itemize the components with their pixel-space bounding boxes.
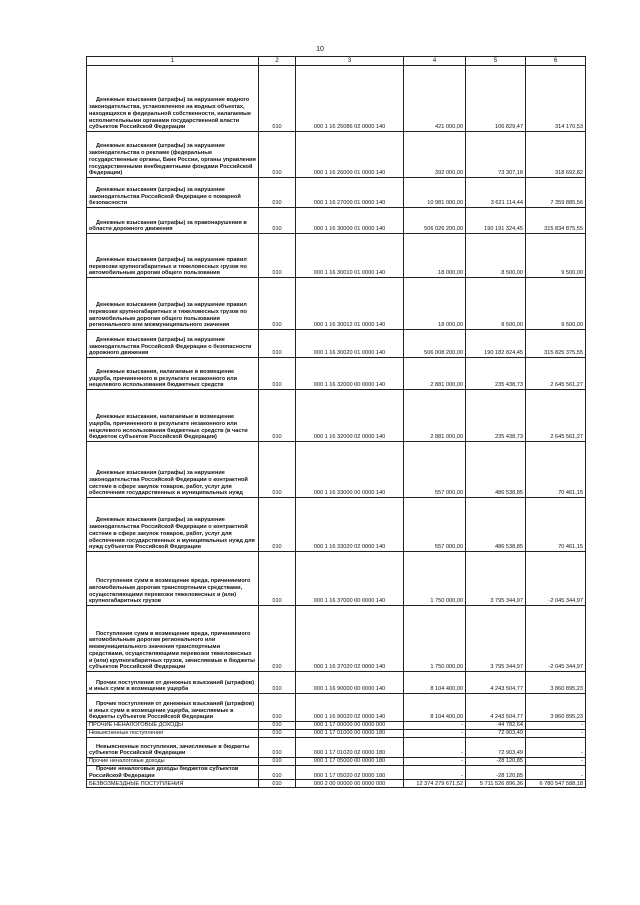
table-row xyxy=(87,132,586,178)
row-value-c5: 72 903,49 xyxy=(466,730,526,738)
row-code: 010 xyxy=(259,278,296,330)
row-kbk: 000 1 16 27000 01 0000 140 xyxy=(296,178,404,208)
row-kbk: 000 1 16 90020 02 0000 140 xyxy=(296,694,404,722)
row-value-c6: 318 692,82 xyxy=(526,132,586,178)
row-kbk: 000 1 17 05000 00 0000 180 xyxy=(296,758,404,766)
row-value-c6: 315 834 875,55 xyxy=(526,208,586,234)
row-value-c5: 5 711 526 896,36 xyxy=(466,780,526,788)
row-name: Денежные взыскания (штрафы) за нарушение правил перевозки крупногабаритных и тяжеловесных грузов по автомобильным дорогам общего пользования регионального или межмуниципального значения xyxy=(87,278,259,330)
row-name: Невыясненные поступления, зачисляемые в бюджеты субъектов Российской Федерации xyxy=(87,738,259,758)
table-row xyxy=(87,758,586,766)
table-row xyxy=(87,358,586,390)
row-kbk: 000 1 16 37020 02 0000 140 xyxy=(296,606,404,672)
table-row xyxy=(87,178,586,208)
row-value-c4: 10 981 000,00 xyxy=(404,178,466,208)
row-name: Денежные взыскания (штрафы) за нарушение правил перевозки крупногабаритных и тяжеловесных грузов по автомобильным дорогам общего пользования xyxy=(87,234,259,278)
row-value-c6: - xyxy=(526,722,586,730)
row-code: 010 xyxy=(259,730,296,738)
row-value-c5: 235 438,73 xyxy=(466,358,526,390)
row-value-c6: 3 860 895,23 xyxy=(526,694,586,722)
row-value-c4: - xyxy=(404,738,466,758)
row-value-c4: 1 750 000,00 xyxy=(404,552,466,606)
row-value-c5: 73 307,18 xyxy=(466,132,526,178)
row-code: 010 xyxy=(259,442,296,498)
row-value-c6: - xyxy=(526,738,586,758)
row-value-c6: - xyxy=(526,766,586,780)
row-value-c5: 72 903,49 xyxy=(466,738,526,758)
row-value-c6: 9 500,00 xyxy=(526,278,586,330)
row-name: Прочие неналоговые доходы бюджетов субъектов Российской Федерации xyxy=(87,766,259,780)
row-code: 010 xyxy=(259,208,296,234)
row-kbk: 000 1 16 32000 00 0000 140 xyxy=(296,358,404,390)
row-name: Денежные взыскания, налагаемые в возмещение ущерба, причиненного в результате незаконного или нецелевого использования бюджетных средств (в части бюджетов субъектов Российской Федерации) xyxy=(87,390,259,442)
row-value-c4: 18 000,00 xyxy=(404,278,466,330)
row-value-c6: 70 461,15 xyxy=(526,498,586,552)
row-code: 010 xyxy=(259,552,296,606)
row-value-c6: 2 645 561,27 xyxy=(526,358,586,390)
row-value-c4: 421 000,00 xyxy=(404,66,466,132)
header-col-5: 5 xyxy=(466,57,526,66)
row-code: 010 xyxy=(259,722,296,730)
row-value-c5: 4 243 504,77 xyxy=(466,672,526,694)
row-value-c6: 3 860 895,23 xyxy=(526,672,586,694)
row-value-c5: 3 795 344,97 xyxy=(466,552,526,606)
row-name: БЕЗВОЗМЕЗДНЫЕ ПОСТУПЛЕНИЯ xyxy=(87,780,259,788)
row-value-c4: 8 104 400,00 xyxy=(404,672,466,694)
row-value-c6: 70 461,15 xyxy=(526,442,586,498)
row-code: 010 xyxy=(259,498,296,552)
row-name: Поступления сумм в возмещение вреда, причиняемого автомобильным дорогам регионального или межмуниципального значения транспортными средствами, осуществляющими перевозки тяжеловесных и (или) крупногабаритных грузов, зачисляемые в бюджеты субъектов Российской Федерации xyxy=(87,606,259,672)
row-code: 010 xyxy=(259,672,296,694)
row-value-c6: 314 170,53 xyxy=(526,66,586,132)
row-value-c6: 9 500,00 xyxy=(526,234,586,278)
row-kbk: 000 1 17 01020 02 0000 180 xyxy=(296,738,404,758)
row-name: Денежные взыскания, налагаемые в возмещение ущерба, причиненного в результате незаконного или нецелевого использования бюджетных средств xyxy=(87,358,259,390)
row-value-c6: 6 780 547 588,18 xyxy=(526,780,586,788)
row-kbk: 000 1 16 26000 01 0000 140 xyxy=(296,132,404,178)
header-row xyxy=(87,57,586,66)
row-value-c4: 8 104 400,00 xyxy=(404,694,466,722)
table-row xyxy=(87,498,586,552)
row-value-c4: - xyxy=(404,758,466,766)
table-row xyxy=(87,208,586,234)
row-kbk: 000 1 16 30020 01 0000 140 xyxy=(296,330,404,358)
row-kbk: 000 1 16 25086 02 0000 140 xyxy=(296,66,404,132)
row-value-c5: 486 538,85 xyxy=(466,498,526,552)
table-row xyxy=(87,606,586,672)
row-value-c4: 2 881 000,00 xyxy=(404,358,466,390)
row-value-c5: 3 621 114,44 xyxy=(466,178,526,208)
row-code: 010 xyxy=(259,780,296,788)
row-name: ПРОЧИЕ НЕНАЛОГОВЫЕ ДОХОДЫ xyxy=(87,722,259,730)
row-value-c4: - xyxy=(404,722,466,730)
header-col-1: 1 xyxy=(87,57,259,66)
header-col-3: 3 xyxy=(296,57,404,66)
row-kbk: 000 1 16 33000 00 0000 140 xyxy=(296,442,404,498)
row-name: Невыясненные поступления xyxy=(87,730,259,738)
row-name: Денежные взыскания (штрафы) за нарушение законодательства Российской Федерации о контрактной системе в сфере закупок товаров, работ, услуг для обеспечения государственных и муниципальных нужд для нужд субъектов Российской Федерации xyxy=(87,498,259,552)
row-value-c4: 557 000,00 xyxy=(404,498,466,552)
row-value-c4: 557 000,00 xyxy=(404,442,466,498)
table-row xyxy=(87,278,586,330)
row-kbk: 000 1 16 90000 00 0000 140 xyxy=(296,672,404,694)
row-value-c4: 392 000,00 xyxy=(404,132,466,178)
row-value-c4: - xyxy=(404,730,466,738)
table-row xyxy=(87,66,586,132)
row-value-c6: 7 359 885,56 xyxy=(526,178,586,208)
page-number: 10 xyxy=(316,46,324,53)
row-value-c5: 106 829,47 xyxy=(466,66,526,132)
row-value-c6: - xyxy=(526,730,586,738)
row-kbk: 000 1 16 30010 01 0000 140 xyxy=(296,234,404,278)
row-code: 010 xyxy=(259,358,296,390)
row-value-c5: 486 538,85 xyxy=(466,442,526,498)
header-col-6: 6 xyxy=(526,57,586,66)
row-code: 010 xyxy=(259,234,296,278)
row-code: 010 xyxy=(259,390,296,442)
row-value-c6: 2 645 561,27 xyxy=(526,390,586,442)
row-name: Денежные взыскания (штрафы) за нарушение законодательства Российской Федерации о пожарной безопасности xyxy=(87,178,259,208)
table-row xyxy=(87,722,586,730)
table-row xyxy=(87,766,586,780)
row-value-c5: -28 120,85 xyxy=(466,766,526,780)
table-row xyxy=(87,694,586,722)
row-value-c5: 190 182 824,45 xyxy=(466,330,526,358)
row-value-c4: 506 008 200,00 xyxy=(404,330,466,358)
row-value-c4: 1 750 000,00 xyxy=(404,606,466,672)
row-code: 010 xyxy=(259,66,296,132)
table-row xyxy=(87,234,586,278)
header-col-2: 2 xyxy=(259,57,296,66)
row-kbk: 000 1 16 33020 02 0000 140 xyxy=(296,498,404,552)
row-code: 010 xyxy=(259,766,296,780)
row-code: 010 xyxy=(259,694,296,722)
table-row xyxy=(87,738,586,758)
row-value-c4: 506 026 200,00 xyxy=(404,208,466,234)
row-kbk: 000 1 16 32000 02 0000 140 xyxy=(296,390,404,442)
row-value-c6: -2 045 344,97 xyxy=(526,552,586,606)
table-row xyxy=(87,552,586,606)
row-value-c5: -28 120,85 xyxy=(466,758,526,766)
report-table xyxy=(86,56,586,788)
row-value-c5: 4 243 504,77 xyxy=(466,694,526,722)
row-kbk: 000 2 00 00000 00 0000 000 xyxy=(296,780,404,788)
row-value-c4: - xyxy=(404,766,466,780)
row-code: 010 xyxy=(259,132,296,178)
table-row xyxy=(87,390,586,442)
row-kbk: 000 1 16 37000 00 0000 140 xyxy=(296,552,404,606)
row-kbk: 000 1 17 00000 00 0000 000 xyxy=(296,722,404,730)
row-value-c4: 18 000,00 xyxy=(404,234,466,278)
row-name: Поступления сумм в возмещение вреда, причиняемого автомобильным дорогам транспортными средствами, осуществляющими перевозки тяжеловесных и (или) крупногабаритных грузов xyxy=(87,552,259,606)
row-kbk: 000 1 17 01000 00 0000 180 xyxy=(296,730,404,738)
row-value-c5: 8 500,00 xyxy=(466,234,526,278)
row-kbk: 000 1 17 05020 02 0000 180 xyxy=(296,766,404,780)
row-value-c4: 2 881 000,00 xyxy=(404,390,466,442)
row-value-c5: 8 500,00 xyxy=(466,278,526,330)
table-row xyxy=(87,672,586,694)
row-name: Денежные взыскания (штрафы) за нарушение водного законодательства, установленное на водных объектах, находящихся в федеральной собственности, налагаемые исполнительными органами государственной власти субъектов Российской Федерации xyxy=(87,66,259,132)
row-name: Прочие неналоговые доходы xyxy=(87,758,259,766)
table-row xyxy=(87,730,586,738)
table-row xyxy=(87,780,586,788)
row-kbk: 000 1 16 30000 01 0000 140 xyxy=(296,208,404,234)
row-code: 010 xyxy=(259,606,296,672)
row-value-c6: - xyxy=(526,758,586,766)
row-code: 010 xyxy=(259,758,296,766)
row-name: Денежные взыскания (штрафы) за нарушение законодательства Российской Федерации о безопасности дорожного движения xyxy=(87,330,259,358)
table-row xyxy=(87,330,586,358)
row-value-c5: 44 782,64 xyxy=(466,722,526,730)
row-value-c5: 190 191 324,45 xyxy=(466,208,526,234)
row-value-c5: 235 438,73 xyxy=(466,390,526,442)
report-table-body xyxy=(87,57,586,788)
header-col-4: 4 xyxy=(404,57,466,66)
row-value-c4: 12 374 279 671,52 xyxy=(404,780,466,788)
row-code: 010 xyxy=(259,330,296,358)
row-code: 010 xyxy=(259,738,296,758)
row-kbk: 000 1 16 30012 01 0000 140 xyxy=(296,278,404,330)
row-code: 010 xyxy=(259,178,296,208)
row-name: Денежные взыскания (штрафы) за правонарушения в области дорожного движения xyxy=(87,208,259,234)
row-value-c5: 3 795 344,97 xyxy=(466,606,526,672)
row-name: Денежные взыскания (штрафы) за нарушение законодательства Российской Федерации о контрактной системе в сфере закупок товаров, работ, услуг для обеспечения государственных и муниципальных нужд xyxy=(87,442,259,498)
row-name: Прочие поступления от денежных взысканий (штрафов) и иных сумм в возмещение ущерба xyxy=(87,672,259,694)
table-row xyxy=(87,442,586,498)
row-name: Денежные взыскания (штрафы) за нарушение законодательства о рекламе (федеральные государственные органы, Банк России, органы управления государственными внебюджетными фондами Российской Федерации) xyxy=(87,132,259,178)
row-name: Прочие поступления от денежных взысканий (штрафов) и иных сумм в возмещение ущерба, зачисляемые в бюджеты субъектов Российской Федерации xyxy=(87,694,259,722)
row-value-c6: -2 045 344,97 xyxy=(526,606,586,672)
row-value-c6: 315 825 375,55 xyxy=(526,330,586,358)
